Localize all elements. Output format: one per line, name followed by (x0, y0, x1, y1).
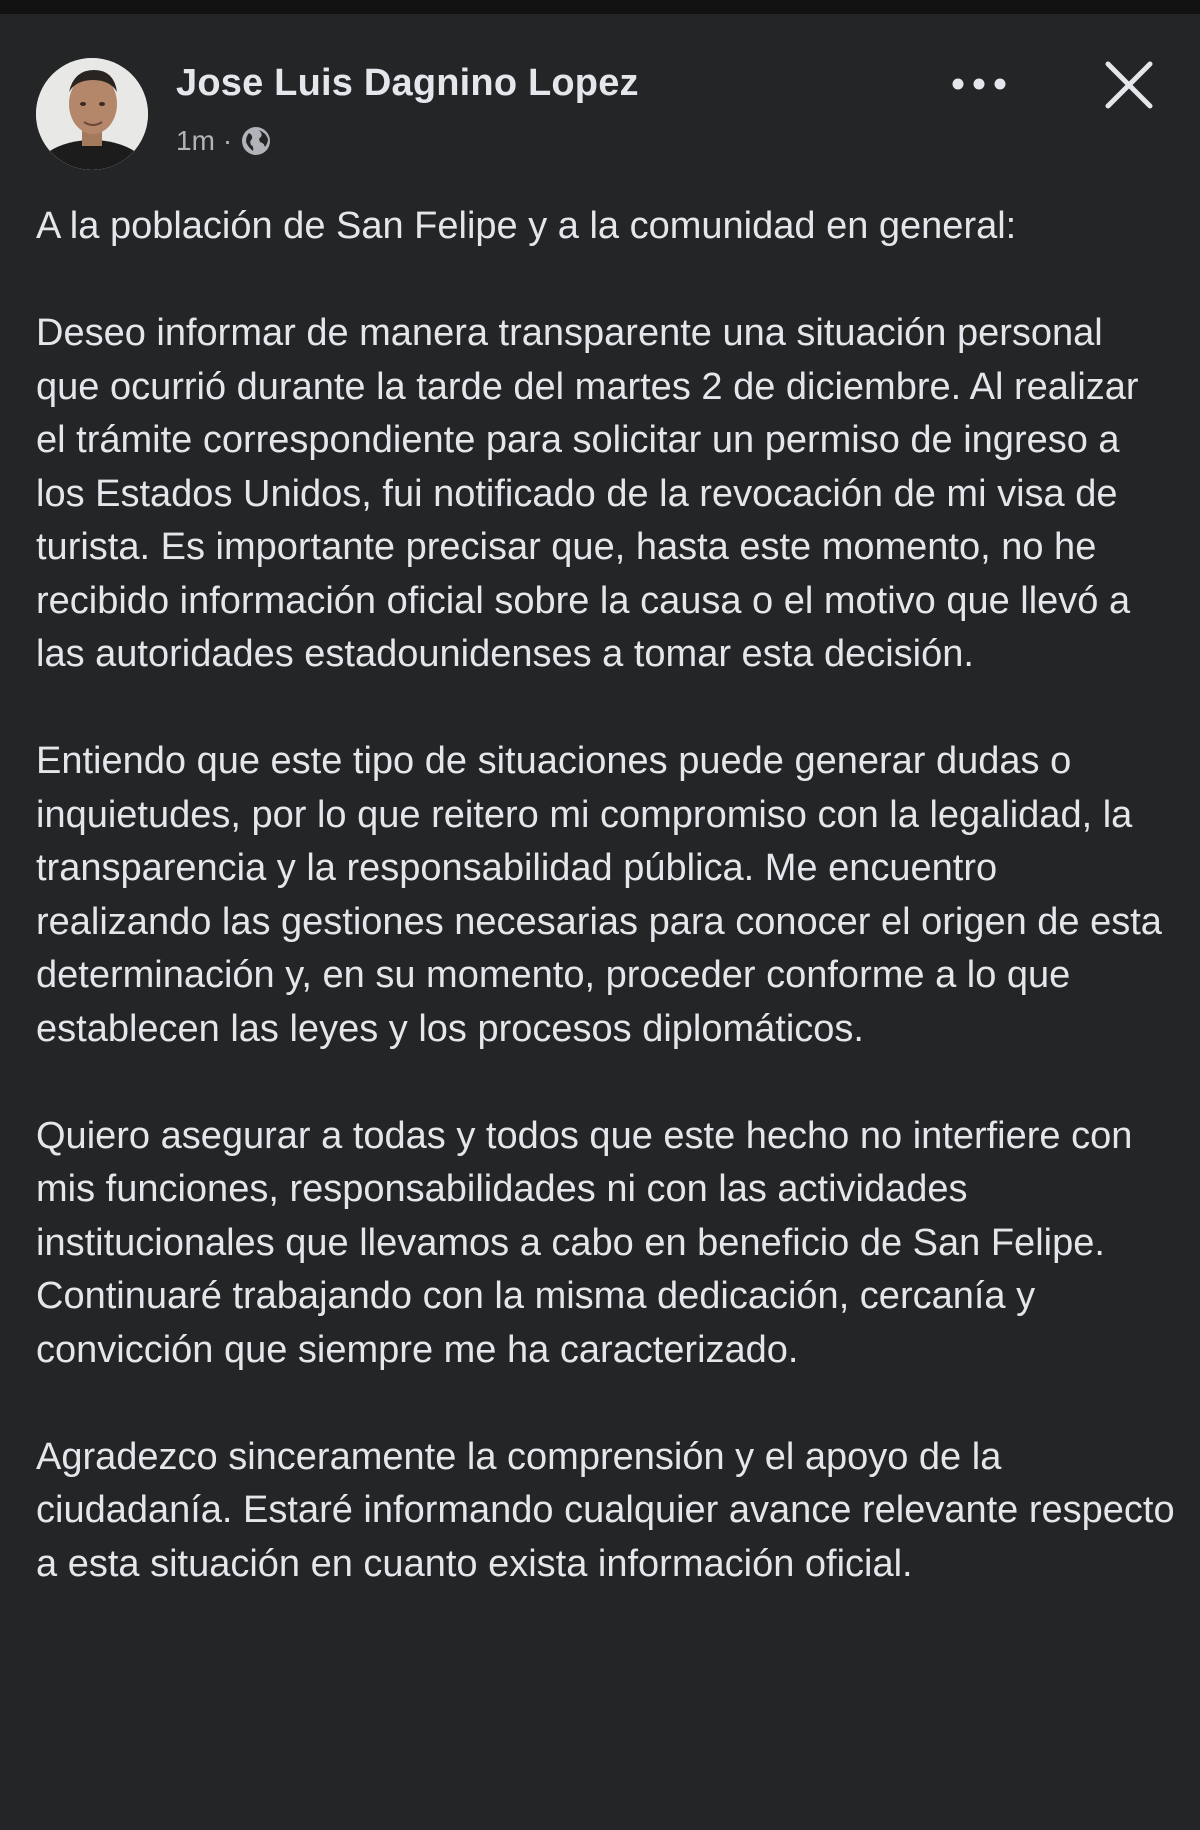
close-button[interactable] (1094, 50, 1164, 120)
avatar-photo (36, 58, 148, 170)
post-body (36, 200, 1176, 1591)
post-paragraph-2: Entiendo que este tipo de situaciones puede generar dudas o inquietudes, por lo que reitero mi compromiso con la legalidad, la transparencia y la responsabilidad pública. Me encuentro realizando las gestiones necesarias para conocer el origen de esta determinación y, en su momento, proceder conforme a lo que establecen las leyes y los procesos diplomáticos. (36, 740, 1162, 1050)
close-icon (1104, 60, 1154, 110)
avatar[interactable] (36, 58, 148, 170)
globe-icon (240, 125, 272, 157)
post-header (36, 58, 1164, 170)
post-paragraph-3: Quiero asegurar a todas y todos que este hecho no interfiere con mis funciones, responsabilidades ni con las actividades institucionales que llevamos a cabo en beneficio de San Felipe. Continuaré trabajando con la misma dedicación, cercanía y convicción que siempre me ha caracterizado. (36, 1114, 1133, 1371)
post-paragraph-1: Deseo informar de manera transparente una situación personal que ocurrió durante la tarde del martes 2 de diciembre. Al realizar el trámite correspondiente para solicitar un permiso de ingreso a los Estados Unidos, fui notificado de la revocación de mi visa de turista. Es importante precisar que, hasta este momento, no he recibido información oficial sobre la causa o el motivo que llevó a las autoridades estadounidenses a tomar esta decisión. (36, 312, 1139, 675)
more-options-icon (951, 77, 1007, 91)
status-bar-strip (0, 0, 1200, 14)
more-options-button[interactable] (944, 64, 1014, 104)
author-name[interactable]: Jose Luis Dagnino Lopez (176, 62, 639, 104)
post-timestamp[interactable]: 1m (176, 125, 215, 156)
post-paragraph-4: Agradezco sinceramente la comprensión y el apoyo de la ciudadanía. Estaré informando cualquier avance relevante respecto a esta situación en cuanto exista información oficial. (36, 1435, 1175, 1585)
post-meta (176, 124, 272, 158)
post-paragraph-greeting: A la población de San Felipe y a la comunidad en general: (36, 205, 1017, 247)
meta-separator: · (222, 125, 233, 156)
